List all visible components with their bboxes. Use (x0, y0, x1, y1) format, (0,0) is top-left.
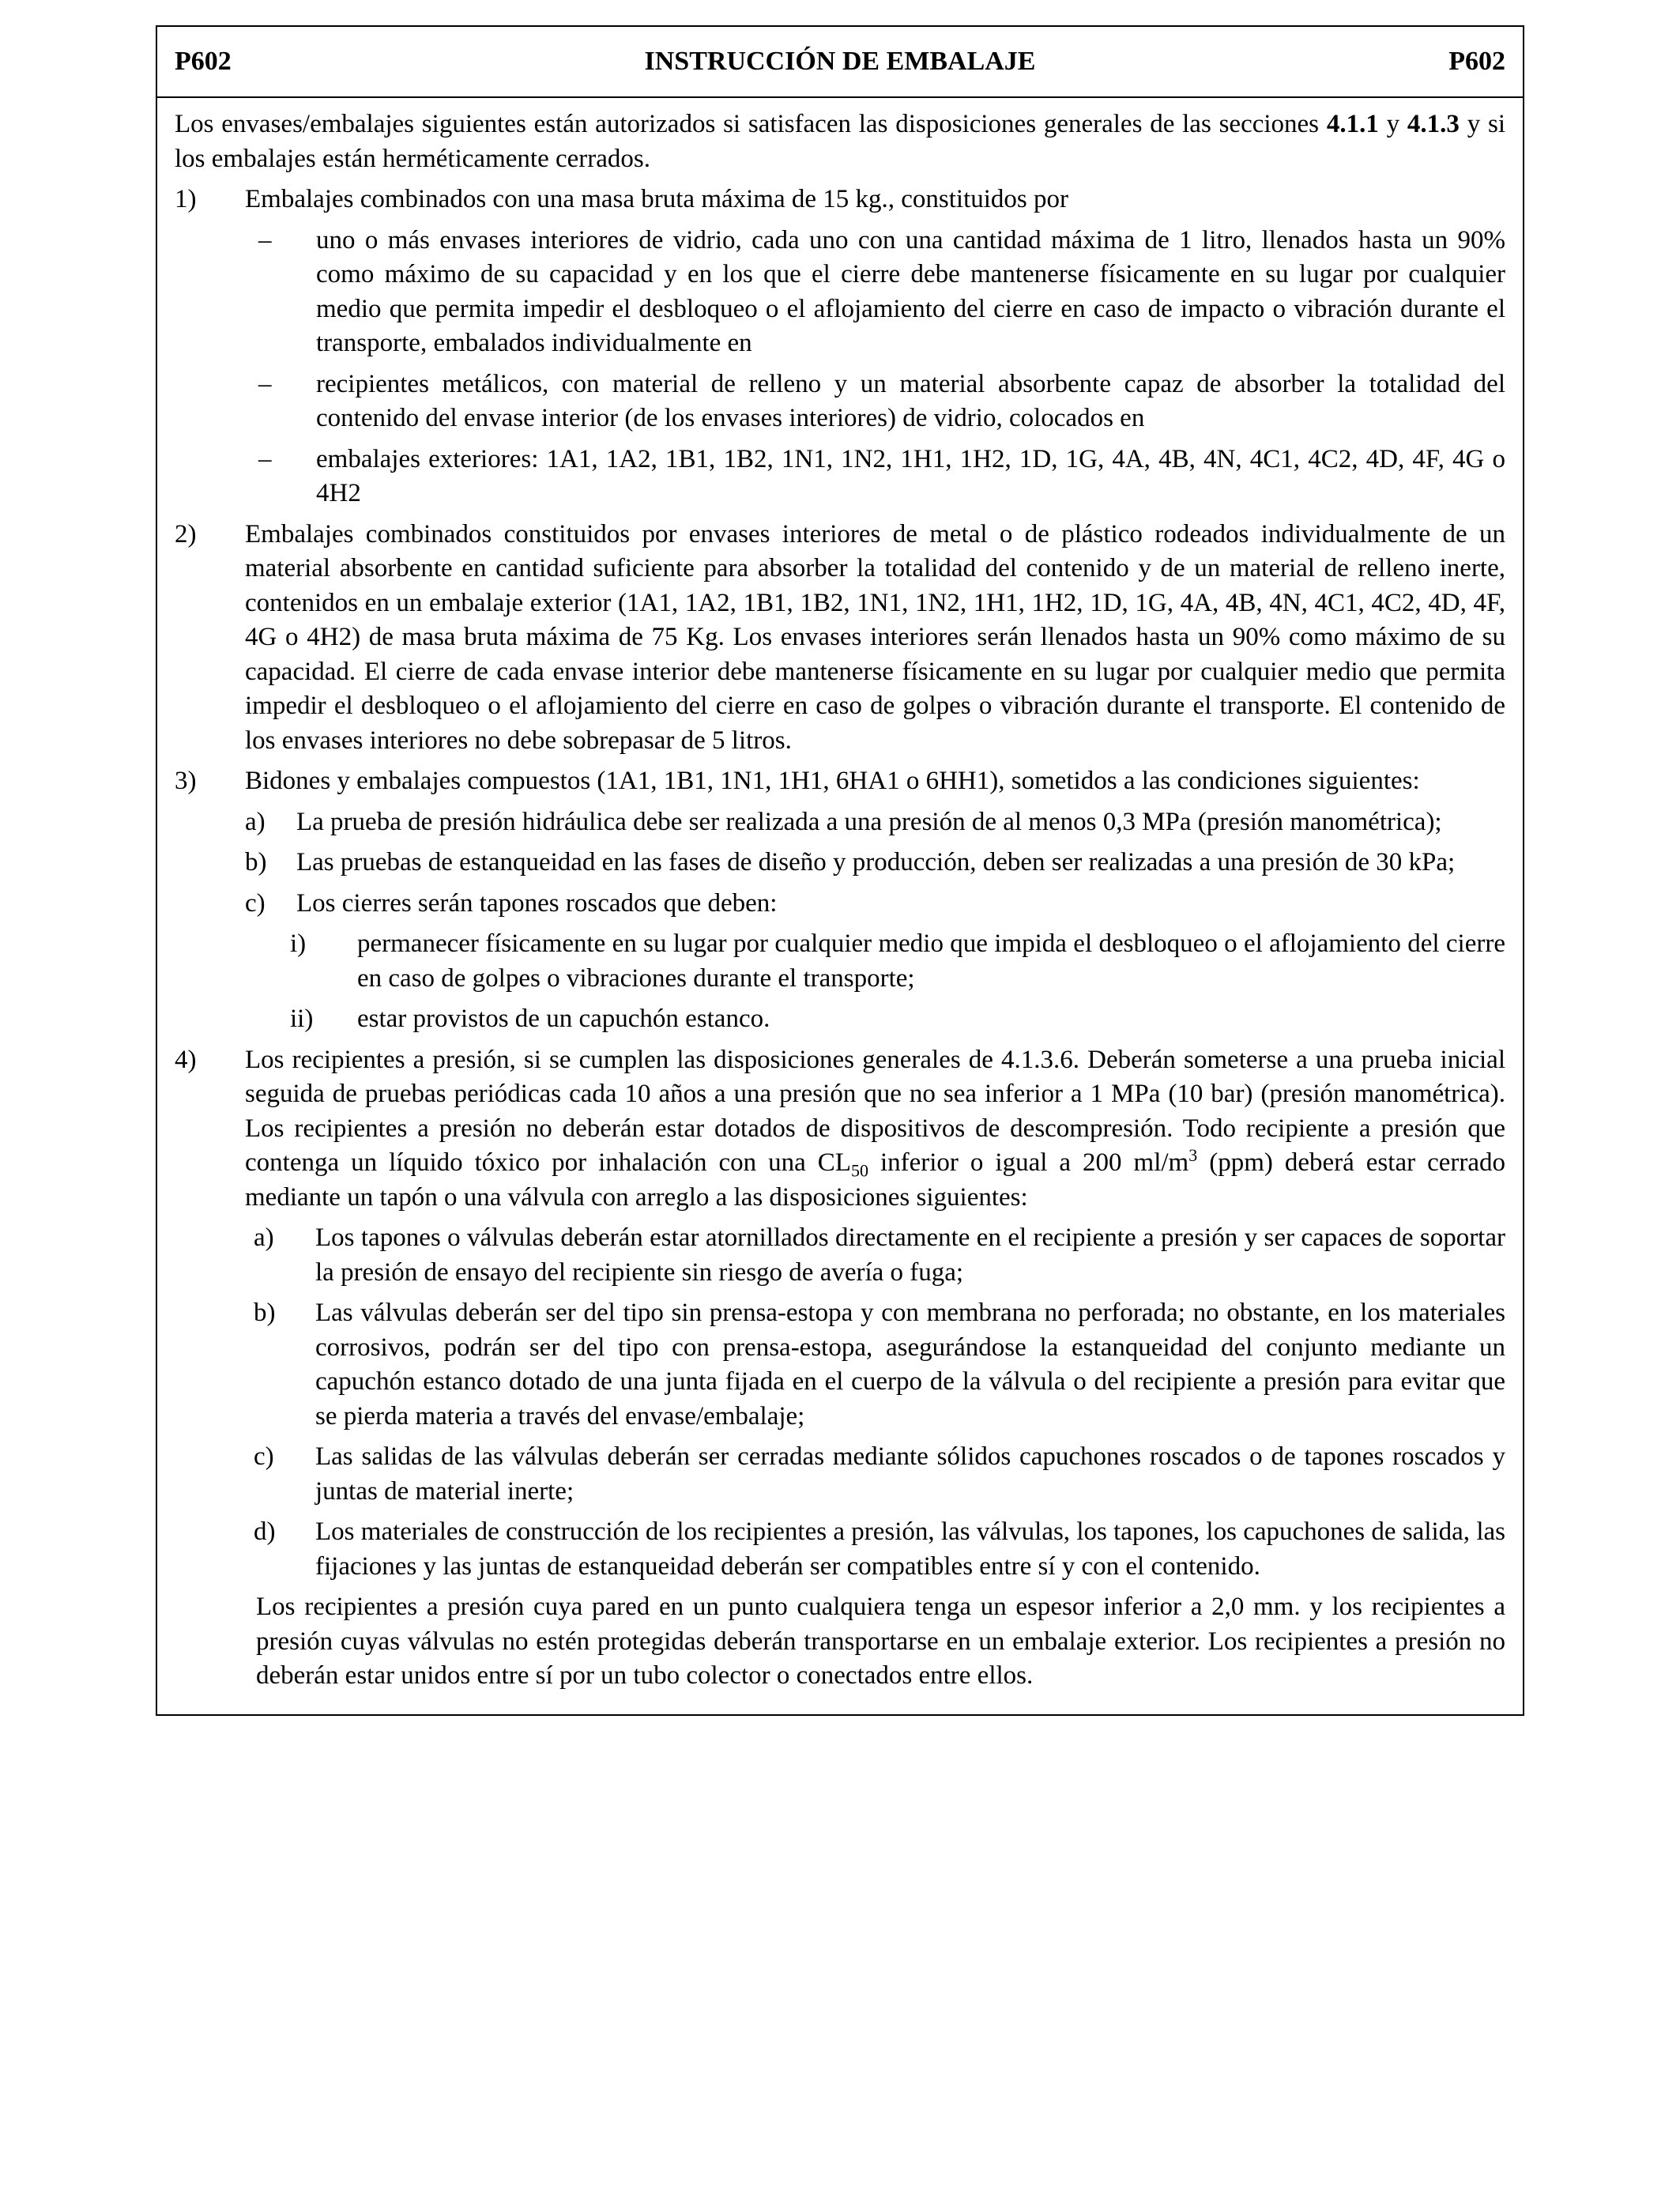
item-1-dash-2 (175, 368, 1505, 436)
intro-text-2: y (1378, 110, 1407, 138)
item-3-c-i (175, 927, 1505, 996)
item-3-b (175, 846, 1505, 880)
item-1-number: 1) (175, 185, 197, 213)
table-body (157, 98, 1523, 1714)
item-4 (175, 1043, 1505, 1216)
subitem-letter: c) (245, 888, 266, 918)
dash-text: uno o más envases interiores de vidrio, cada uno con una cantidad máxima de 1 litro, llenados hasta un 90% como máximo de su capacidad y en los que el cierre debe mantenerse físicamente en su lugar por cualquier medio que permita impedir el desbloqueo o el aflojamiento del cierre en caso de impacto o vibración durante el transporte, embalados individualmente en (316, 225, 1505, 357)
subitem-text: Las salidas de las válvulas deberán ser cerradas mediante sólidos capuchones roscados o de tapones roscados y juntas de material inerte; (315, 1442, 1505, 1506)
item-3-text: Bidones y embalajes compuestos (1A1, 1B1, 1N1, 1H1, 6HA1 o 6HH1), sometidos a las condiciones siguientes: (245, 767, 1420, 795)
subitem-letter: b) (254, 1299, 276, 1327)
subitem-letter: b) (245, 848, 267, 876)
item-2-text: Embalajes combinados constituidos por envases interiores de metal o de plástico rodeados individualmente de un material absorbente en cantidad suficiente para absorber la totalidad del contenido y de un material de relleno inerte, contenidos en un embalaje exterior (1A1, 1A2, 1B1, 1B2, 1N1, 1N2, 1H1, 1H2, 1D, 1G, 4A, 4B, 4N, 4C1, 4C2, 4D, 4F, 4G o 4H2) de masa bruta máxima de 75 Kg. Los envases interiores serán llenados hasta un 90% como máximo de su capacidad. El cierre de cada envase interior debe mantenerse físicamente en su lugar por cualquier medio que permita impedir el desbloqueo o el aflojamiento del cierre en caso de golpes o vibración durante el transporte. El contenido de los envases interiores no debe sobrepasar de 5 litros. (245, 519, 1505, 755)
item-4-text-3: (ppm) deberá estar cerrado mediante un tapón o una válvula con arreglo a las disposiciones siguientes: (245, 1148, 1505, 1212)
item-3 (175, 764, 1505, 799)
dash-text: recipientes metálicos, con material de relleno y un material absorbente capaz de absorber la totalidad del contenido del envase interior (de los envases interiores) de vidrio, colocados en (316, 369, 1505, 432)
dash-mark: – (258, 369, 272, 398)
item-4-b (175, 1296, 1505, 1434)
item-4-number: 4) (175, 1045, 197, 1074)
item-2-number: 2) (175, 519, 197, 548)
cubic-superscript: 3 (1188, 1145, 1198, 1165)
item-2 (175, 518, 1505, 759)
instruction-code-left: P602 (175, 47, 232, 76)
intro-text-3: y si los embalajes están herméticamente cerrados. (175, 110, 1506, 173)
subitem-letter: c) (254, 1442, 274, 1471)
item-3-c-ii (175, 1002, 1505, 1037)
subitem-letter: a) (254, 1223, 274, 1252)
intro-paragraph (175, 107, 1505, 176)
item-4-text-2: inferior o igual a 200 ml/m (868, 1148, 1189, 1177)
intro-text-1: Los envases/embalajes siguientes están autorizados si satisfacen las disposiciones generales de las secciones (175, 110, 1327, 138)
subitem-letter: a) (245, 807, 266, 836)
item-1-dash-1 (175, 224, 1505, 361)
item-3-a (175, 805, 1505, 840)
item-1-text: Embalajes combinados con una masa bruta máxima de 15 kg., constituidos por (245, 185, 1069, 213)
subitem-text: estar provistos de un capuchón estanco. (357, 1005, 770, 1033)
subitem-text: Las pruebas de estanqueidad en las fases de diseño y producción, deben ser realizadas a una presión de 30 kPa; (296, 848, 1456, 876)
subitem-text: Los cierres serán tapones roscados que deben: (296, 888, 778, 918)
item-3-number: 3) (175, 767, 197, 795)
subitem-text: Los tapones o válvulas deberán estar atornillados directamente en el recipiente a presión y ser capaces de soportar la presión de ensayo del recipiente sin riesgo de avería o fuga; (315, 1223, 1505, 1287)
item-1 (175, 183, 1505, 217)
item-4-text-1: Los recipientes a presión, si se cumplen las disposiciones generales de 4.1.3.6. Deberán someterse a una prueba inicial seguida de pruebas periódicas cada 10 años a una presión que no sea inferior a 1 MPa (10 bar) (presión manométrica). Los recipientes a presión no deberán estar dotados de dispositivos de descompresión. Todo recipiente a presión que contenga un líquido tóxico por inhalación con una CL (245, 1045, 1505, 1177)
item-4-a (175, 1221, 1505, 1290)
item-4-closing-paragraph: Los recipientes a presión cuya pared en un punto cualquiera tenga un espesor inferior a 2,0 mm. y los recipientes a presión cuyas válvulas no estén protegidas deberán transportarse en un embalaje exterior. Los recipientes a presión no deberán estar unidos entre sí por un tubo colector o conectados entre ellos. (256, 1593, 1505, 1690)
dash-text: embalajes exteriores: 1A1, 1A2, 1B1, 1B2, 1N1, 1N2, 1H1, 1H2, 1D, 1G, 4A, 4B, 4N, 4C1, 4C2, 4D, 4F, 4G o 4H2 (316, 444, 1505, 507)
subitem-text: Las válvulas deberán ser del tipo sin prensa-estopa y con membrana no perforada; no obstante, en los materiales corrosivos, podrán ser del tipo con prensa-estopa, asegurándose la estanqueidad del conjunto mediante un capuchón estanco dotado de una junta fijada en el cuerpo de la válvula o del recipiente a presión para evitar que se pierda materia a través del envase/embalaje; (315, 1299, 1505, 1431)
table-header (157, 27, 1523, 98)
section-ref-413: 4.1.3 (1407, 110, 1460, 138)
subitem-letter: d) (254, 1517, 276, 1546)
item-3-c (175, 887, 1505, 922)
subitem-text: permanecer físicamente en su lugar por cualquier medio que impida el desbloqueo o el aflojamiento del cierre en caso de golpes o vibraciones durante el transporte; (357, 929, 1505, 993)
section-ref-411: 4.1.1 (1326, 110, 1379, 138)
subitem-roman: i) (290, 929, 307, 958)
item-1-dash-3 (175, 443, 1505, 511)
item-4-d (175, 1515, 1505, 1584)
subitem-roman: ii) (290, 1005, 314, 1033)
packing-instruction-table (156, 25, 1524, 1716)
lc50-subscript: 50 (850, 1160, 868, 1181)
subitem-text: Los materiales de construcción de los recipientes a presión, las válvulas, los tapones, los capuchones de salida, las fijaciones y las juntas de estanqueidad deberán ser compatibles entre sí y con el contenido. (315, 1517, 1505, 1581)
instruction-title: INSTRUCCIÓN DE EMBALAJE (644, 47, 1036, 76)
instruction-code-right: P602 (1448, 47, 1505, 76)
item-4-c (175, 1440, 1505, 1509)
subitem-text: La prueba de presión hidráulica debe ser realizada a una presión de al menos 0,3 MPa (presión manométrica); (296, 807, 1442, 836)
dash-mark: – (258, 225, 272, 254)
dash-mark: – (258, 444, 272, 473)
